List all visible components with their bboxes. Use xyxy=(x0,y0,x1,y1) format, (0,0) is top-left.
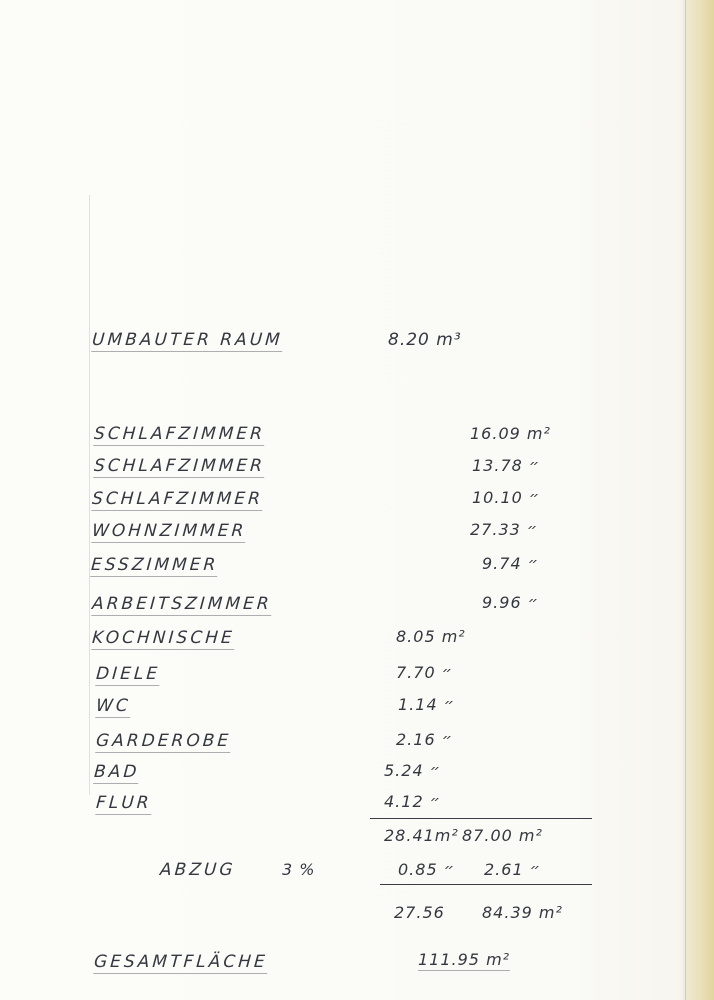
room-area: 4.12 ״ xyxy=(384,792,442,811)
room-area: 2.16 ״ xyxy=(396,730,454,749)
margin-line xyxy=(89,195,90,795)
room-area: 27.33 ״ xyxy=(470,520,539,539)
room-name: ESSZIMMER xyxy=(90,555,220,575)
room-name: SCHLAFZIMMER xyxy=(93,424,266,444)
room-area: 5.24 ״ xyxy=(384,761,442,780)
abzug-label: ABZUG xyxy=(159,860,237,880)
room-name: BAD xyxy=(93,762,141,782)
deduction-rule xyxy=(380,884,592,885)
umbauter-raum-label: UMBAUTER RAUM xyxy=(91,330,284,350)
room-area: 16.09 m² xyxy=(470,424,551,443)
abzug-right: 2.61 ״ xyxy=(484,860,542,879)
room-name: SCHLAFZIMMER xyxy=(91,489,264,509)
sum-rule xyxy=(370,818,592,819)
room-name: DIELE xyxy=(95,664,161,684)
room-name: WC xyxy=(95,696,132,716)
room-name: FLUR xyxy=(95,793,153,813)
room-name: ARBEITSZIMMER xyxy=(91,594,273,614)
room-name: SCHLAFZIMMER xyxy=(93,456,266,476)
abzug-left: 0.85 ״ xyxy=(398,860,456,879)
room-area: 8.05 m² xyxy=(396,627,466,646)
total-label: GESAMTFLÄCHE xyxy=(93,952,269,972)
room-name: WOHNZIMMER xyxy=(91,521,248,541)
net-left: 27.56 xyxy=(394,903,445,922)
room-name: GARDEROBE xyxy=(95,731,232,751)
paper-edge xyxy=(685,0,714,1000)
room-area: 10.10 ״ xyxy=(472,488,541,507)
room-area: 13.78 ״ xyxy=(472,456,541,475)
subtotal-left: 28.41m² xyxy=(384,826,459,845)
abzug-percent: 3 % xyxy=(282,860,316,879)
room-area: 7.70 ״ xyxy=(396,663,454,682)
umbauter-raum-value: 8.20 m³ xyxy=(388,330,462,350)
room-name: KOCHNISCHE xyxy=(91,628,236,648)
room-area: 9.96 ״ xyxy=(482,593,540,612)
total-value: 111.95 m² xyxy=(418,950,511,969)
room-area: 9.74 ״ xyxy=(482,554,540,573)
subtotal-right: 87.00 m² xyxy=(462,826,543,845)
room-area: 1.14 ״ xyxy=(398,695,456,714)
net-right: 84.39 m² xyxy=(482,903,563,922)
